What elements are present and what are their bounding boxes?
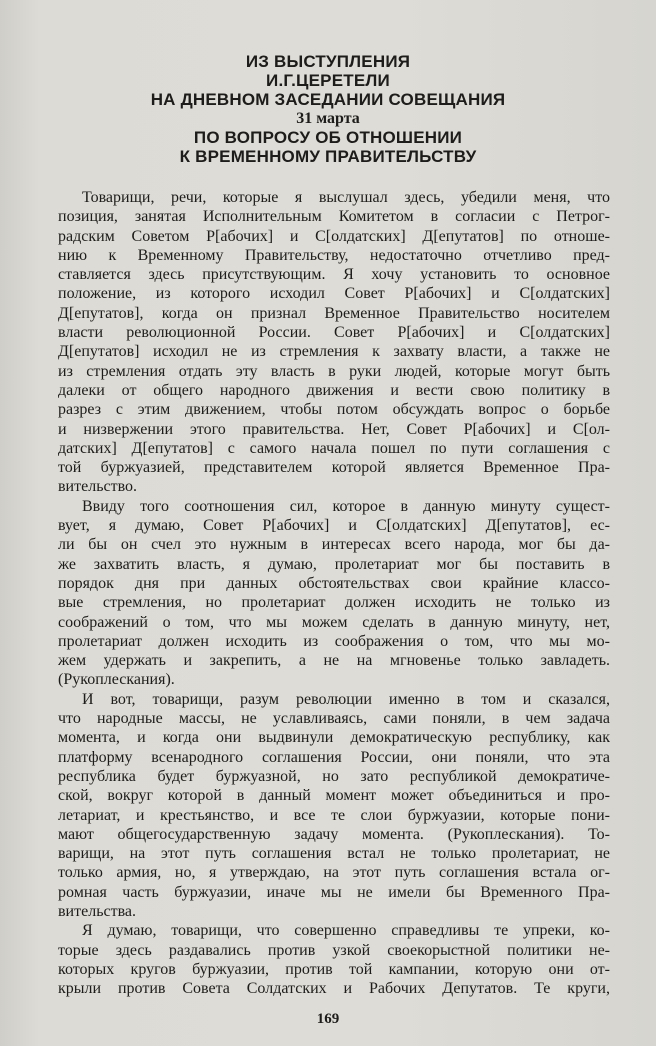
heading-date: 31 марта [296,110,360,127]
text-line: Я думаю, товарищи, что совершенно справедливы те упреки, ко- [82,922,610,940]
text-line: ли бы он счел это нужным в интересах всего народа, мог бы да- [58,536,610,554]
text-line: ромная часть буржуазии, иначе мы не имели бы Временного Пра- [58,883,610,901]
text-line: ской, вокруг которой в данный момент может объединиться и про- [58,787,610,805]
text-line: же захватить власть, я думаю, пролетариат мог бы поставить в [58,555,610,573]
paragraph [58,188,610,497]
text-line: которых кругов буржуазии, против той кампании, которую они от- [58,960,610,978]
page-number: 169 [316,1011,340,1027]
text-line: датских] Д[епутатов] с самого начала пошел по пути соглашения с [58,439,610,457]
text-line: далеки от общего народного движения и вести свою политику в [58,381,610,399]
text-line: платформу всенародного соглашения России, они поняли, что эта [58,748,610,766]
text-line: мают общегосударственную задачу момента. (Рукоплескания). То- [58,825,610,843]
text-line: вительства. [58,902,137,920]
text-line: только армия, но, я утверждаю, на этот путь соглашения встала ог- [58,864,610,882]
text-line: момента, и когда они выдвинули демократическую республику, как [58,729,610,747]
heading-line-1: ИЗ ВЫСТУПЛЕНИЯ [245,52,411,71]
text-line: Товарищи, речи, которые я выслушал здесь, убедили меня, что [82,189,610,206]
document-heading [0,52,656,166]
text-line: И вот, товарищи, разум революции именно в том и сказался, [82,690,610,708]
text-line: власти революционной России. Совет Р[абочих] и С[олдатских] [58,324,610,342]
text-line: вые стремления, но пролетариат должен исходить не только из [58,594,610,612]
text-line: радским Советом Р[абочих] и С[олдатских] Д[епутатов] по отноше- [58,227,610,245]
text-line: пролетариат должен исходить из соображения о том, что мы мо- [58,632,610,650]
paragraph [58,690,610,922]
text-line: и низвержении этого правительства. Нет, Совет Р[абочих] и С[ол- [58,420,610,438]
text-line: крыли против Совета Солдатских и Рабочих Депутатов. Те круги, [58,980,610,998]
text-line: варищи, на этот путь соглашения встал не только пролетариат, не [58,845,610,863]
text-line: позиция, занятая Исполнительным Комитетом в согласии с Петрог- [58,208,610,226]
paragraph [58,497,610,690]
text-line: Д[епутатов] исходил не из стремления к захвату власти, а также не [58,343,610,361]
text-line: вительство. [58,478,138,496]
text-line: из стремления отдать эту власть в руки людей, которые могут быть [58,362,610,380]
text-line: положение, из которого исходил Совет Р[абочих] и С[олдатских] [58,285,610,303]
text-line: нию к Временному Правительству, недостаточно отчетливо пред- [58,246,610,264]
text-line: республика будет буржуазной, но зато республикой демократиче- [58,767,610,785]
text-line: ставляется здесь присутствующим. Я хочу установить то основное [58,266,610,284]
text-line: разрез с этим движением, чтобы потом обсуждать вопрос о борьбе [58,401,610,419]
heading-line-4: ПО ВОПРОСУ ОБ ОТНОШЕНИИ [193,128,463,147]
text-line: вует, я думаю, Совет Р[абочих] и С[олдатских] Д[епутатов], ес- [58,517,610,535]
text-line: (Рукоплескания). [58,671,175,689]
text-line: летариат, и крестьянство, и все те слои буржуазии, которые пони- [58,806,610,824]
heading-line-2: И.Г.ЦЕРЕТЕЛИ [266,71,390,90]
text-line: торые здесь раздавались против узкой своекорыстной политики не- [58,941,610,959]
text-line: порядок дня при данных обстоятельствах свои крайние классо- [58,574,610,592]
paragraph [58,921,610,998]
text-line: что народные массы, не уславливаясь, сами поняли, в чем задача [58,710,610,728]
heading-line-5: К ВРЕМЕННОМУ ПРАВИТЕЛЬСТВУ [179,147,477,166]
text-line: соображений о том, что мы можем сделать в данную минуту, нет, [58,613,610,631]
text-line: жем удержать и закрепить, а не на мгновенье только завладеть. [58,652,610,670]
text-line: той буржуазией, представителем которой является Временное Пра- [58,459,610,477]
speech-body [58,188,610,998]
heading-line-3: НА ДНЕВНОМ ЗАСЕДАНИИ СОВЕЩАНИЯ [150,90,506,109]
text-line: Д[епутатов], когда он признал Временное Правительство носителем [58,304,610,322]
text-line: Ввиду того соотношения сил, которое в данную минуту сущест- [82,497,610,515]
